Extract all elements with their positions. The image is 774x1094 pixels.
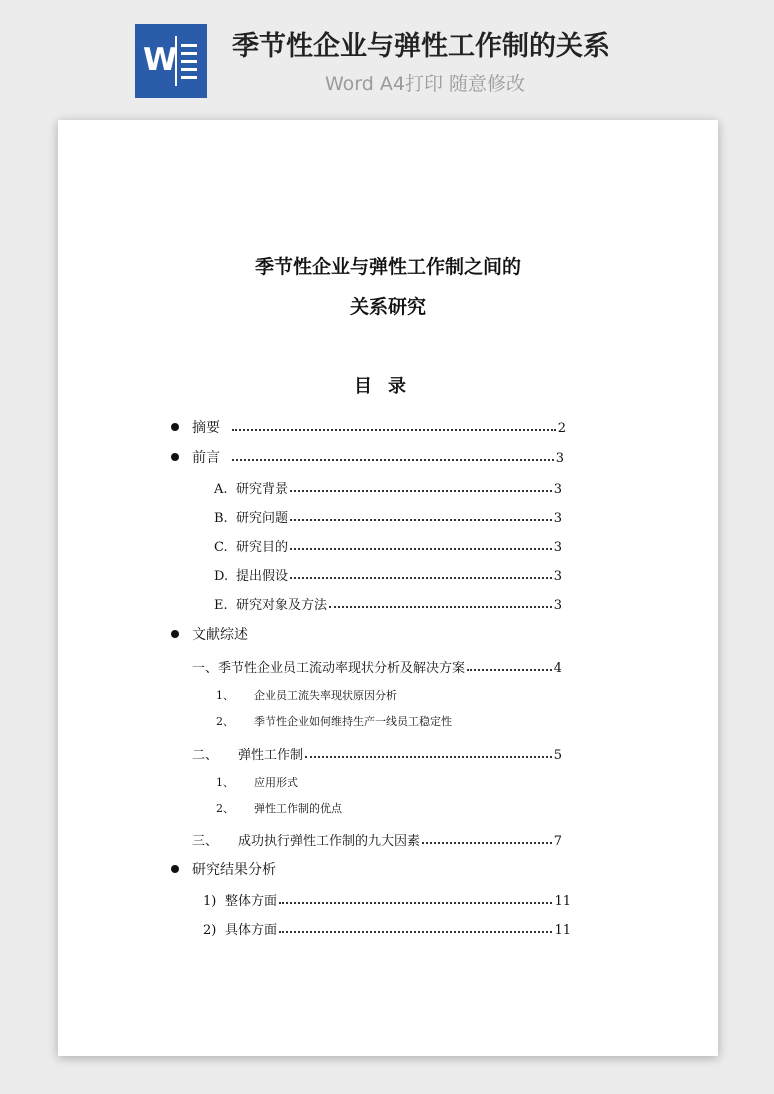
toc-entry-label: 前言: [192, 450, 220, 466]
toc-leader: [279, 931, 552, 933]
toc-entry-label: 弹性工作制的优点: [254, 802, 342, 815]
toc-entry-label: 研究问题: [236, 511, 289, 526]
toc-entry-label: 弹性工作制: [238, 748, 304, 763]
toc-entry-preface[interactable]: [192, 447, 564, 467]
toc-entry-lit-1[interactable]: [192, 657, 562, 676]
toc-entry-results-2[interactable]: [203, 919, 571, 938]
toc-entry-label: 整体方面: [225, 894, 278, 909]
toc-entry-page: 3: [553, 511, 562, 526]
toc-entry-label: 具体方面: [225, 923, 278, 938]
toc-entry-number: 1): [203, 894, 217, 909]
toc-entry-page: 3: [555, 451, 564, 466]
toc-entry-page: 4: [553, 661, 562, 676]
toc-entry-preface-c[interactable]: [214, 536, 562, 555]
toc-entry-page: 5: [553, 748, 562, 763]
toc-entry-lit-3[interactable]: [192, 830, 562, 849]
toc-leader: [290, 519, 552, 521]
toc-leader: [422, 842, 552, 844]
toc-leader: [467, 669, 552, 671]
toc-entry-label: 研究目的: [236, 540, 289, 555]
toc-entry-page: 2: [557, 421, 566, 436]
bullet-icon: [171, 630, 179, 638]
toc-entry-lit-1-2[interactable]: [216, 713, 452, 729]
toc-leader: [290, 490, 552, 492]
toc-leader: [305, 756, 552, 758]
toc-entry-page: 3: [553, 482, 562, 497]
toc-entry-abstract[interactable]: [192, 417, 566, 437]
toc-leader: [329, 606, 552, 608]
document-title-line2: 关系研究: [349, 296, 426, 318]
bullet-icon: [171, 423, 179, 431]
toc-entry-lit-2-2[interactable]: [216, 800, 342, 816]
toc-leader: [290, 577, 552, 579]
toc-entry-page: 3: [553, 569, 562, 584]
document-lines-icon: [175, 36, 199, 86]
toc-entry-number: 2、: [216, 802, 234, 815]
toc-leader: [279, 902, 552, 904]
toc-entry-label: 研究对象及方法: [236, 598, 328, 613]
toc-entry-page: 7: [553, 834, 562, 849]
toc-entry-number: 二、: [192, 748, 219, 763]
document-title-line1: 季节性企业与弹性工作制之间的: [254, 256, 521, 278]
toc-leader: [290, 548, 552, 550]
toc-entry-page: 3: [553, 598, 562, 613]
toc-entry-lit-1-1[interactable]: [216, 687, 397, 703]
toc-entry-preface-e[interactable]: [214, 594, 562, 613]
logo-letter: W: [143, 42, 178, 78]
toc-entry-number: 2、: [216, 715, 234, 728]
toc-entry-number: E.: [214, 598, 228, 613]
toc-entry-page: 11: [554, 923, 571, 938]
toc-entry-number: 1、: [216, 776, 234, 789]
toc-entry-label: 应用形式: [254, 776, 298, 789]
toc-entry-number: 1、: [216, 689, 234, 702]
toc-entry-label: 一、季节性企业员工流动率现状分析及解决方案: [192, 661, 466, 676]
toc-entry-label: 季节性企业如何维持生产一线员工稳定性: [254, 715, 452, 728]
toc-entry-label: 提出假设: [236, 569, 289, 584]
toc-entry-label: 研究背景: [236, 482, 289, 497]
word-logo-icon: [135, 24, 207, 98]
toc-entry-number: 三、: [192, 834, 219, 849]
toc-entry-label: 企业员工流失率现状原因分析: [254, 689, 397, 702]
toc-entry-label: 摘要: [192, 420, 220, 436]
header-title: 季节性企业与弹性工作制的关系: [232, 31, 610, 62]
document-page: [58, 120, 718, 1056]
toc-entry-number: B.: [214, 511, 228, 526]
toc-entry-number: A.: [214, 482, 228, 497]
toc-entry-literature[interactable]: [192, 624, 248, 644]
toc-heading: 目录: [354, 376, 422, 397]
toc-entry-page: 11: [554, 894, 571, 909]
toc-entry-label: 研究结果分析: [192, 862, 276, 878]
toc-entry-preface-d[interactable]: [214, 565, 562, 584]
bullet-icon: [171, 865, 179, 873]
bullet-icon: [171, 453, 179, 461]
toc-entry-results-1[interactable]: [203, 890, 571, 909]
toc-entry-lit-2[interactable]: [192, 744, 562, 763]
toc-entry-label: 文献综述: [192, 627, 248, 643]
toc-entry-number: 2): [203, 923, 217, 938]
toc-entry-lit-2-1[interactable]: [216, 774, 298, 790]
toc-entry-results[interactable]: [192, 859, 276, 879]
toc-leader: [232, 459, 554, 461]
toc-entry-number: D.: [214, 569, 229, 584]
toc-entry-preface-b[interactable]: [214, 507, 562, 526]
toc-leader: [232, 429, 556, 431]
toc-entry-label: 成功执行弹性工作制的九大因素: [238, 834, 421, 849]
header-subtitle: Word A4打印 随意修改: [325, 73, 526, 95]
header: [0, 0, 774, 118]
toc-entry-page: 3: [553, 540, 562, 555]
toc-entry-number: C.: [214, 540, 228, 555]
toc-entry-preface-a[interactable]: [214, 478, 562, 497]
